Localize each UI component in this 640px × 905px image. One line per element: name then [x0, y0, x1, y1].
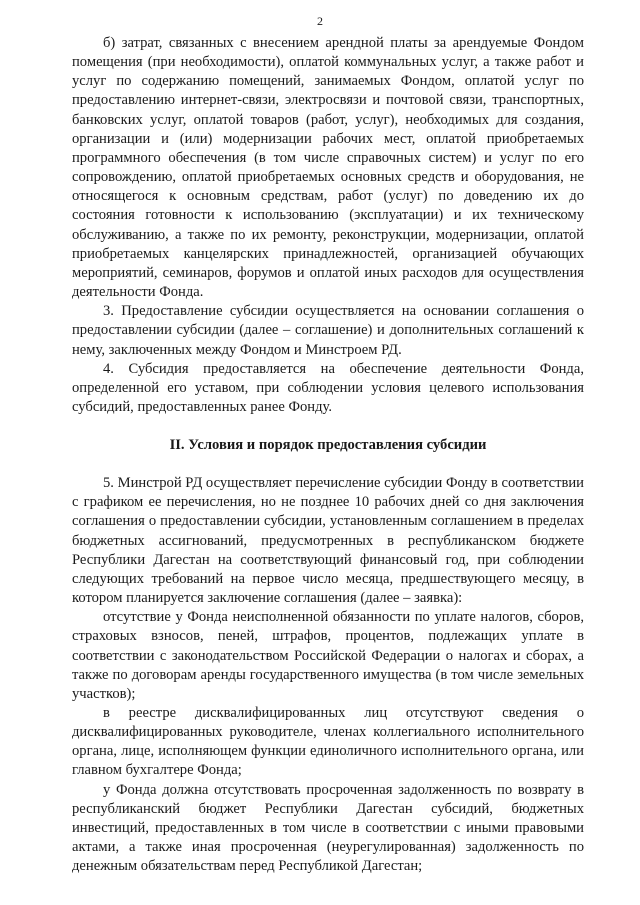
section-heading: II. Условия и порядок предоставления субсидии [169, 437, 487, 454]
paragraph-item-3: 3. Предоставление субсидии осуществляется на основании соглашения о предоставлении субсидии (далее – соглашение) и дополнительных соглашений к нему, заключенных между Фондом и Минстроем РД. [72, 303, 584, 358]
page-number: 2 [317, 14, 323, 28]
paragraph-requirement-debt: у Фонда должна отсутствовать просроченная задолженность по возврату в республиканский бюджет Республики Дагестан субсидий, бюджетных инвестиций, предоставленных в том числе в соответствии с иными правовыми актами, а также иная просроченная (неурегулированная) задолженность по денежным обязательствам перед Республикой Дагестан; [72, 781, 584, 875]
paragraph-expenses-b: б) затрат, связанных с внесением арендной платы за арендуемые Фондом помещения (при необходимости), оплатой коммунальных услуг, а также работ и услуг по содержанию помещений, занимаемых Фондом, оплатой услуг по предоставлению интернет-связи, электросвязи и почтовой связи, транспортных, банковских услуг, оплатой товаров (работ, услуг), необходимых для создания, организации и (или) модернизации рабочих мест, оплатой приобретаемых программного обеспечения (в том числе справочных систем) и услуг по его сопровождению, оплатой приобретаемых основных средств и оборудования, не относящегося к основным средствам, работ (услуг) по доведению их до состояния готовности к использованию (эксплуатации) и их техническому обслуживанию, а также по их ремонту, реконструкции, модернизации, оплатой приобретаемых канцелярских принадлежностей, организацией обучающих мероприятий, семинаров, форумов и оплатой иных расходов для осуществления деятельности Фонда. [72, 35, 584, 301]
paragraph-requirement-taxes: отсутствие у Фонда неисполненной обязанности по уплате налогов, сборов, страховых взносов, пеней, штрафов, процентов, подлежащих уплате в соответствии с законодательством Российской Федерации о налогах и сборах, а также по договорам аренды государственного имущества (в том числе земельных участков); [72, 609, 584, 702]
paragraph-requirement-registry: в реестре дисквалифицированных лиц отсутствуют сведения о дисквалифицированных руководителе, членах коллегиального исполнительного органа, лице, исполняющем функции единоличного исполнительного органа, или главном бухгалтере Фонда; [72, 705, 584, 779]
paragraph-item-4: 4. Субсидия предоставляется на обеспечение деятельности Фонда, определенной его уставом, при соблюдении условия целевого использования субсидий, предоставленных ранее Фонду. [72, 360, 584, 415]
paragraph-item-5: 5. Минстрой РД осуществляет перечисление субсидии Фонду в соответствии с графиком ее перечисления, но не позднее 10 рабочих дней со дня заключения соглашения о предоставлении субсидии, установленным соглашением в пределах бюджетных ассигнований, предусмотренных в республиканском бюджете Республики Дагестан на соответствующий финансовый год, при соблюдении следующих требований на первое число месяца, предшествующего месяцу, в котором планируется заключение соглашения (далее – заявка): [72, 475, 584, 607]
